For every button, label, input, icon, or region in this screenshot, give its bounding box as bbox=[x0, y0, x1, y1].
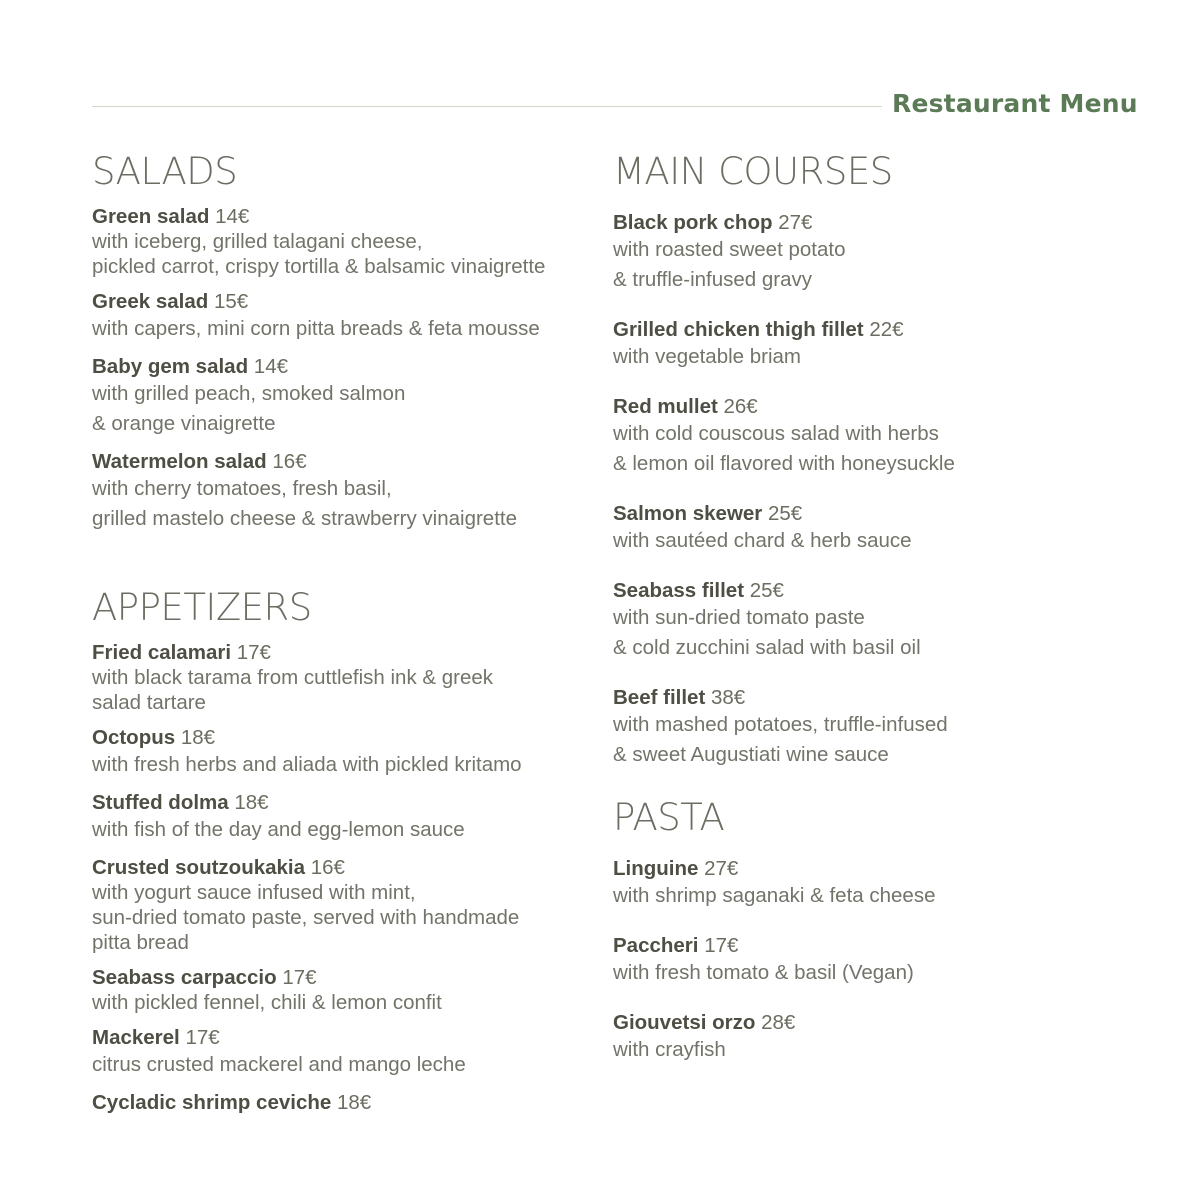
menu-section-salads bbox=[92, 150, 592, 534]
item-price: 25€ bbox=[749, 579, 784, 602]
item-description: with shrimp saganaki & feta cheese bbox=[613, 884, 936, 907]
item-description: with vegetable briam bbox=[613, 345, 802, 368]
menu-item-red-mullet bbox=[613, 394, 1133, 479]
item-price: 38€ bbox=[710, 686, 746, 709]
item-name: Giouvetsi orzo bbox=[613, 1011, 756, 1034]
item-heading bbox=[92, 790, 592, 815]
item-price: 17€ bbox=[282, 966, 317, 989]
item-heading bbox=[613, 578, 1133, 603]
item-name: Grilled chicken thigh fillet bbox=[613, 318, 864, 341]
item-name: Fried calamari bbox=[92, 641, 232, 664]
menu-item-seabass-carpaccio bbox=[92, 965, 592, 1015]
item-heading bbox=[92, 965, 592, 990]
item-name: Black pork chop bbox=[613, 211, 773, 234]
item-description: with iceberg, grilled talagani cheese, pickled carrot, crispy tortilla & balsamic vinaigrette bbox=[92, 230, 546, 278]
item-heading bbox=[613, 501, 1133, 526]
item-heading bbox=[613, 685, 1133, 710]
header-rule bbox=[92, 106, 882, 107]
item-description: with fish of the day and egg-lemon sauce bbox=[92, 818, 465, 841]
item-name: Stuffed dolma bbox=[92, 791, 229, 814]
item-heading bbox=[92, 855, 592, 880]
item-name: Linguine bbox=[613, 857, 699, 880]
menu-item-crusted-soutzoukakia bbox=[92, 855, 592, 955]
item-name: Octopus bbox=[92, 726, 176, 749]
item-description: with sun-dried tomato paste & cold zucchini salad with basil oil bbox=[613, 606, 921, 659]
item-price: 15€ bbox=[213, 290, 249, 313]
menu-title: Restaurant Menu bbox=[892, 89, 1138, 118]
item-heading bbox=[613, 856, 1133, 881]
item-name: Salmon skewer bbox=[613, 502, 763, 525]
menu-item-watermelon-salad bbox=[92, 449, 592, 534]
item-price: 16€ bbox=[310, 856, 345, 879]
item-description: with pickled fennel, chili & lemon confit bbox=[92, 991, 442, 1014]
item-name: Red mullet bbox=[613, 395, 718, 418]
item-heading bbox=[92, 725, 592, 750]
item-description: with roasted sweet potato & truffle-infused gravy bbox=[613, 238, 846, 291]
item-price: 17€ bbox=[236, 641, 271, 664]
item-price: 18€ bbox=[337, 1091, 372, 1114]
menu-item-salmon-skewer bbox=[613, 501, 1133, 556]
item-heading bbox=[613, 317, 1133, 342]
left-column bbox=[92, 150, 592, 1125]
item-name: Mackerel bbox=[92, 1026, 180, 1049]
item-heading bbox=[92, 354, 592, 379]
section-title: PASTA bbox=[613, 796, 725, 839]
menu-item-greek-salad bbox=[92, 289, 592, 344]
item-name: Paccheri bbox=[613, 934, 699, 957]
item-price: 27€ bbox=[704, 857, 739, 880]
item-price: 14€ bbox=[215, 205, 250, 228]
item-heading bbox=[613, 394, 1133, 419]
item-heading bbox=[92, 1090, 592, 1115]
item-heading bbox=[92, 204, 592, 229]
menu-item-green-salad bbox=[92, 204, 592, 279]
right-column bbox=[613, 150, 1133, 1087]
item-description: with sautéed chard & herb sauce bbox=[613, 529, 912, 552]
item-price: 22€ bbox=[869, 318, 904, 341]
item-description: with yogurt sauce infused with mint, sun-dried tomato paste, served with handmade pitta bread bbox=[92, 881, 520, 954]
item-heading bbox=[92, 449, 592, 474]
item-name: Baby gem salad bbox=[92, 355, 249, 378]
item-description: citrus crusted mackerel and mango leche bbox=[92, 1053, 466, 1076]
item-name: Green salad bbox=[92, 205, 210, 228]
item-heading bbox=[92, 1025, 592, 1050]
menu-item-black-pork-chop bbox=[613, 210, 1133, 295]
item-name: Greek salad bbox=[92, 290, 209, 313]
item-price: 17€ bbox=[185, 1026, 220, 1049]
item-description: with capers, mini corn pitta breads & feta mousse bbox=[92, 317, 540, 340]
menu-item-giouvetsi-orzo bbox=[613, 1010, 1133, 1065]
menu-item-paccheri bbox=[613, 933, 1133, 988]
item-name: Seabass fillet bbox=[613, 579, 745, 602]
menu-item-octopus bbox=[92, 725, 592, 780]
item-description: with black tarama from cuttlefish ink & greek salad tartare bbox=[92, 666, 494, 714]
section-title: MAIN COURSES bbox=[613, 150, 893, 193]
item-description: with mashed potatoes, truffle-infused & sweet Augustiati wine sauce bbox=[613, 713, 948, 766]
menu-item-baby-gem-salad bbox=[92, 354, 592, 439]
menu-section-appetizers bbox=[92, 586, 592, 1115]
section-title: SALADS bbox=[92, 150, 238, 193]
menu-section-main-courses bbox=[613, 150, 1133, 770]
item-description: with fresh tomato & basil (Vegan) bbox=[613, 961, 914, 984]
menu-item-mackerel bbox=[92, 1025, 592, 1080]
item-description: with cold couscous salad with herbs & lemon oil flavored with honeysuckle bbox=[613, 422, 955, 475]
item-price: 17€ bbox=[704, 934, 739, 957]
item-description: with crayfish bbox=[613, 1038, 726, 1061]
item-heading bbox=[613, 933, 1133, 958]
menu-item-cycladic-shrimp-ceviche bbox=[92, 1090, 592, 1115]
menu-item-grilled-chicken-thigh-fillet bbox=[613, 317, 1133, 372]
section-title: APPETIZERS bbox=[92, 586, 312, 629]
menu-item-seabass-fillet bbox=[613, 578, 1133, 663]
item-price: 18€ bbox=[234, 791, 269, 814]
item-price: 16€ bbox=[272, 450, 307, 473]
item-price: 26€ bbox=[723, 395, 758, 418]
item-price: 25€ bbox=[767, 502, 803, 525]
menu-item-beef-fillet bbox=[613, 685, 1133, 770]
item-name: Beef fillet bbox=[613, 686, 706, 709]
item-description: with grilled peach, smoked salmon & orange vinaigrette bbox=[92, 382, 406, 435]
item-description: with fresh herbs and aliada with pickled kritamo bbox=[92, 753, 522, 776]
item-description: with cherry tomatoes, fresh basil, grilled mastelo cheese & strawberry vinaigrette bbox=[92, 477, 517, 530]
item-price: 14€ bbox=[253, 355, 289, 378]
menu-item-linguine bbox=[613, 856, 1133, 911]
item-name: Crusted soutzoukakia bbox=[92, 856, 306, 879]
item-name: Seabass carpaccio bbox=[92, 966, 277, 989]
item-heading bbox=[613, 210, 1133, 235]
menu-item-fried-calamari bbox=[92, 640, 592, 715]
item-price: 18€ bbox=[180, 726, 216, 749]
item-heading bbox=[613, 1010, 1133, 1035]
menu-item-stuffed-dolma bbox=[92, 790, 592, 845]
menu-section-pasta bbox=[613, 796, 1133, 1065]
item-heading bbox=[92, 289, 592, 314]
item-name: Cycladic shrimp ceviche bbox=[92, 1091, 332, 1114]
item-price: 27€ bbox=[778, 211, 813, 234]
item-name: Watermelon salad bbox=[92, 450, 267, 473]
item-heading bbox=[92, 640, 592, 665]
item-price: 28€ bbox=[761, 1011, 796, 1034]
